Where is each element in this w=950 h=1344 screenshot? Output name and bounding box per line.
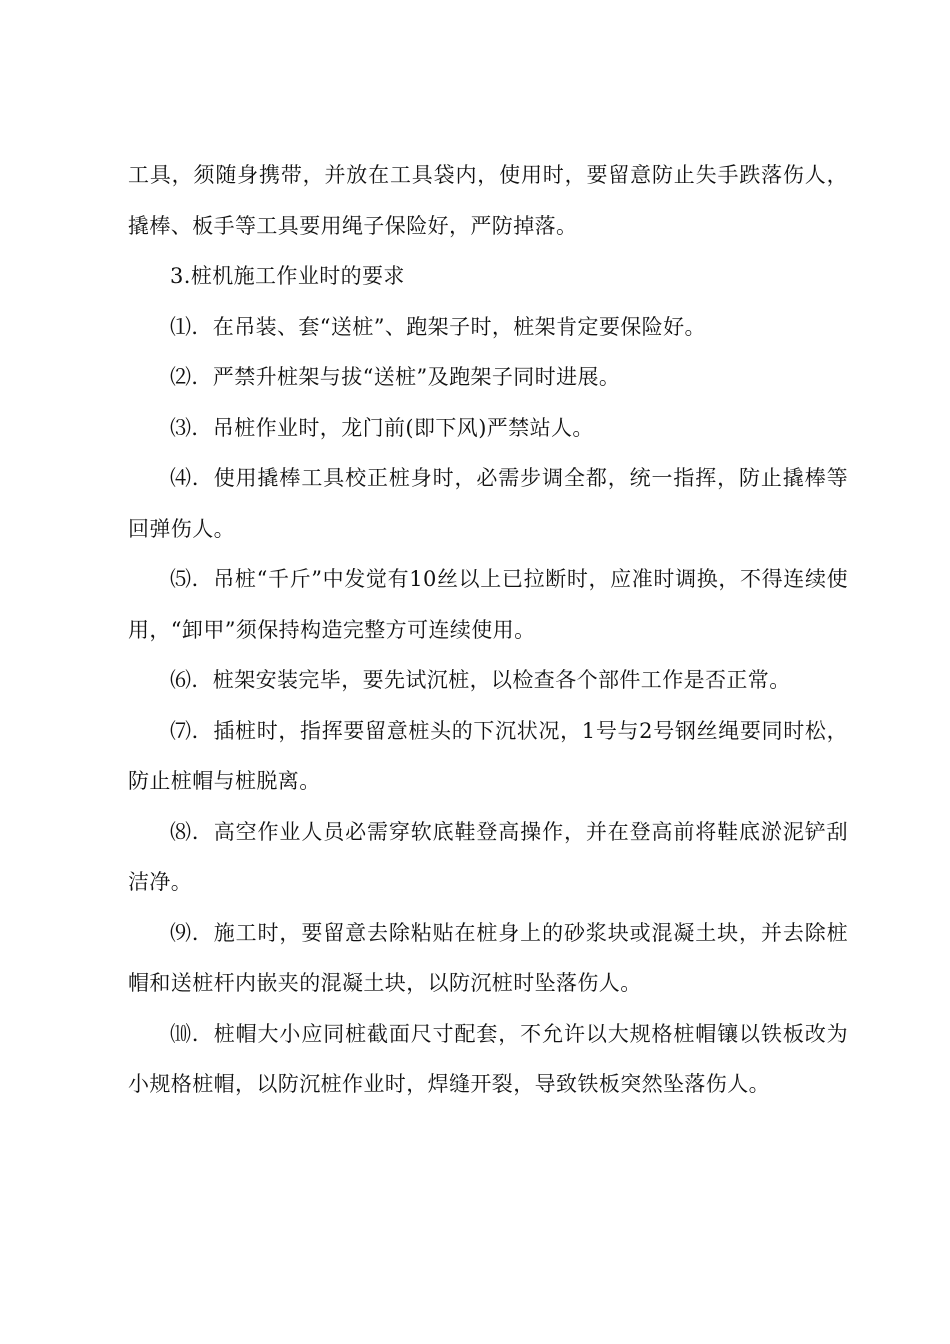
list-item-4: ⑷．使用撬棒工具校正桩身时，必需步调全都，统一指挥，防止撬棒等回弹伤人。 [128, 466, 848, 541]
list-item-6: ⑹．桩架安装完毕，要先试沉桩，以检查各个部件工作是否正常。 [170, 668, 791, 692]
paragraph-tools-continued: 工具，须随身携带，并放在工具袋内，使用时，要留意防止失手跌落伤人，撬棒、板手等工具要用绳子保险好，严防掉落。 [128, 163, 848, 238]
list-item-9: ⑼．施工时，要留意去除粘贴在桩身上的砂浆块或混凝土块，并去除桩帽和送桩杆内嵌夹的混凝土块，以防沉桩时坠落伤人。 [128, 920, 848, 995]
list-item-10: ⑽．桩帽大小应同桩截面尺寸配套，不允许以大规格桩帽镶以铁板改为小规格桩帽，以防沉桩作业时，焊缝开裂，导致铁板突然坠落伤人。 [128, 1021, 848, 1096]
list-item-3: ⑶．吊桩作业时，龙门前(即下风)严禁站人。 [170, 415, 594, 440]
list-item-1: ⑴．在吊装、套“送桩”、跑架子时，桩架肯定要保险好。 [170, 314, 706, 339]
list-item-2: ⑵．严禁升桩架与拔“送桩”及跑架子同时进展。 [170, 365, 621, 389]
list-item-8: ⑻．高空作业人员必需穿软底鞋登高操作，并在登高前将鞋底淤泥铲刮洁净。 [128, 819, 848, 894]
section-heading-pile-driver-requirements: 3.桩机施工作业时的要求 [170, 264, 405, 288]
list-item-5: ⑸．吊桩“千斤”中发觉有10丝以上已拉断时，应准时调换，不得连续使用，“卸甲”须保持构造完整方可连续使用。 [128, 567, 848, 642]
list-item-7: ⑺．插桩时，指挥要留意桩头的下沉状况，1号与2号钢丝绳要同时松，防止桩帽与桩脱离。 [128, 718, 848, 793]
document-body [128, 150, 848, 1110]
